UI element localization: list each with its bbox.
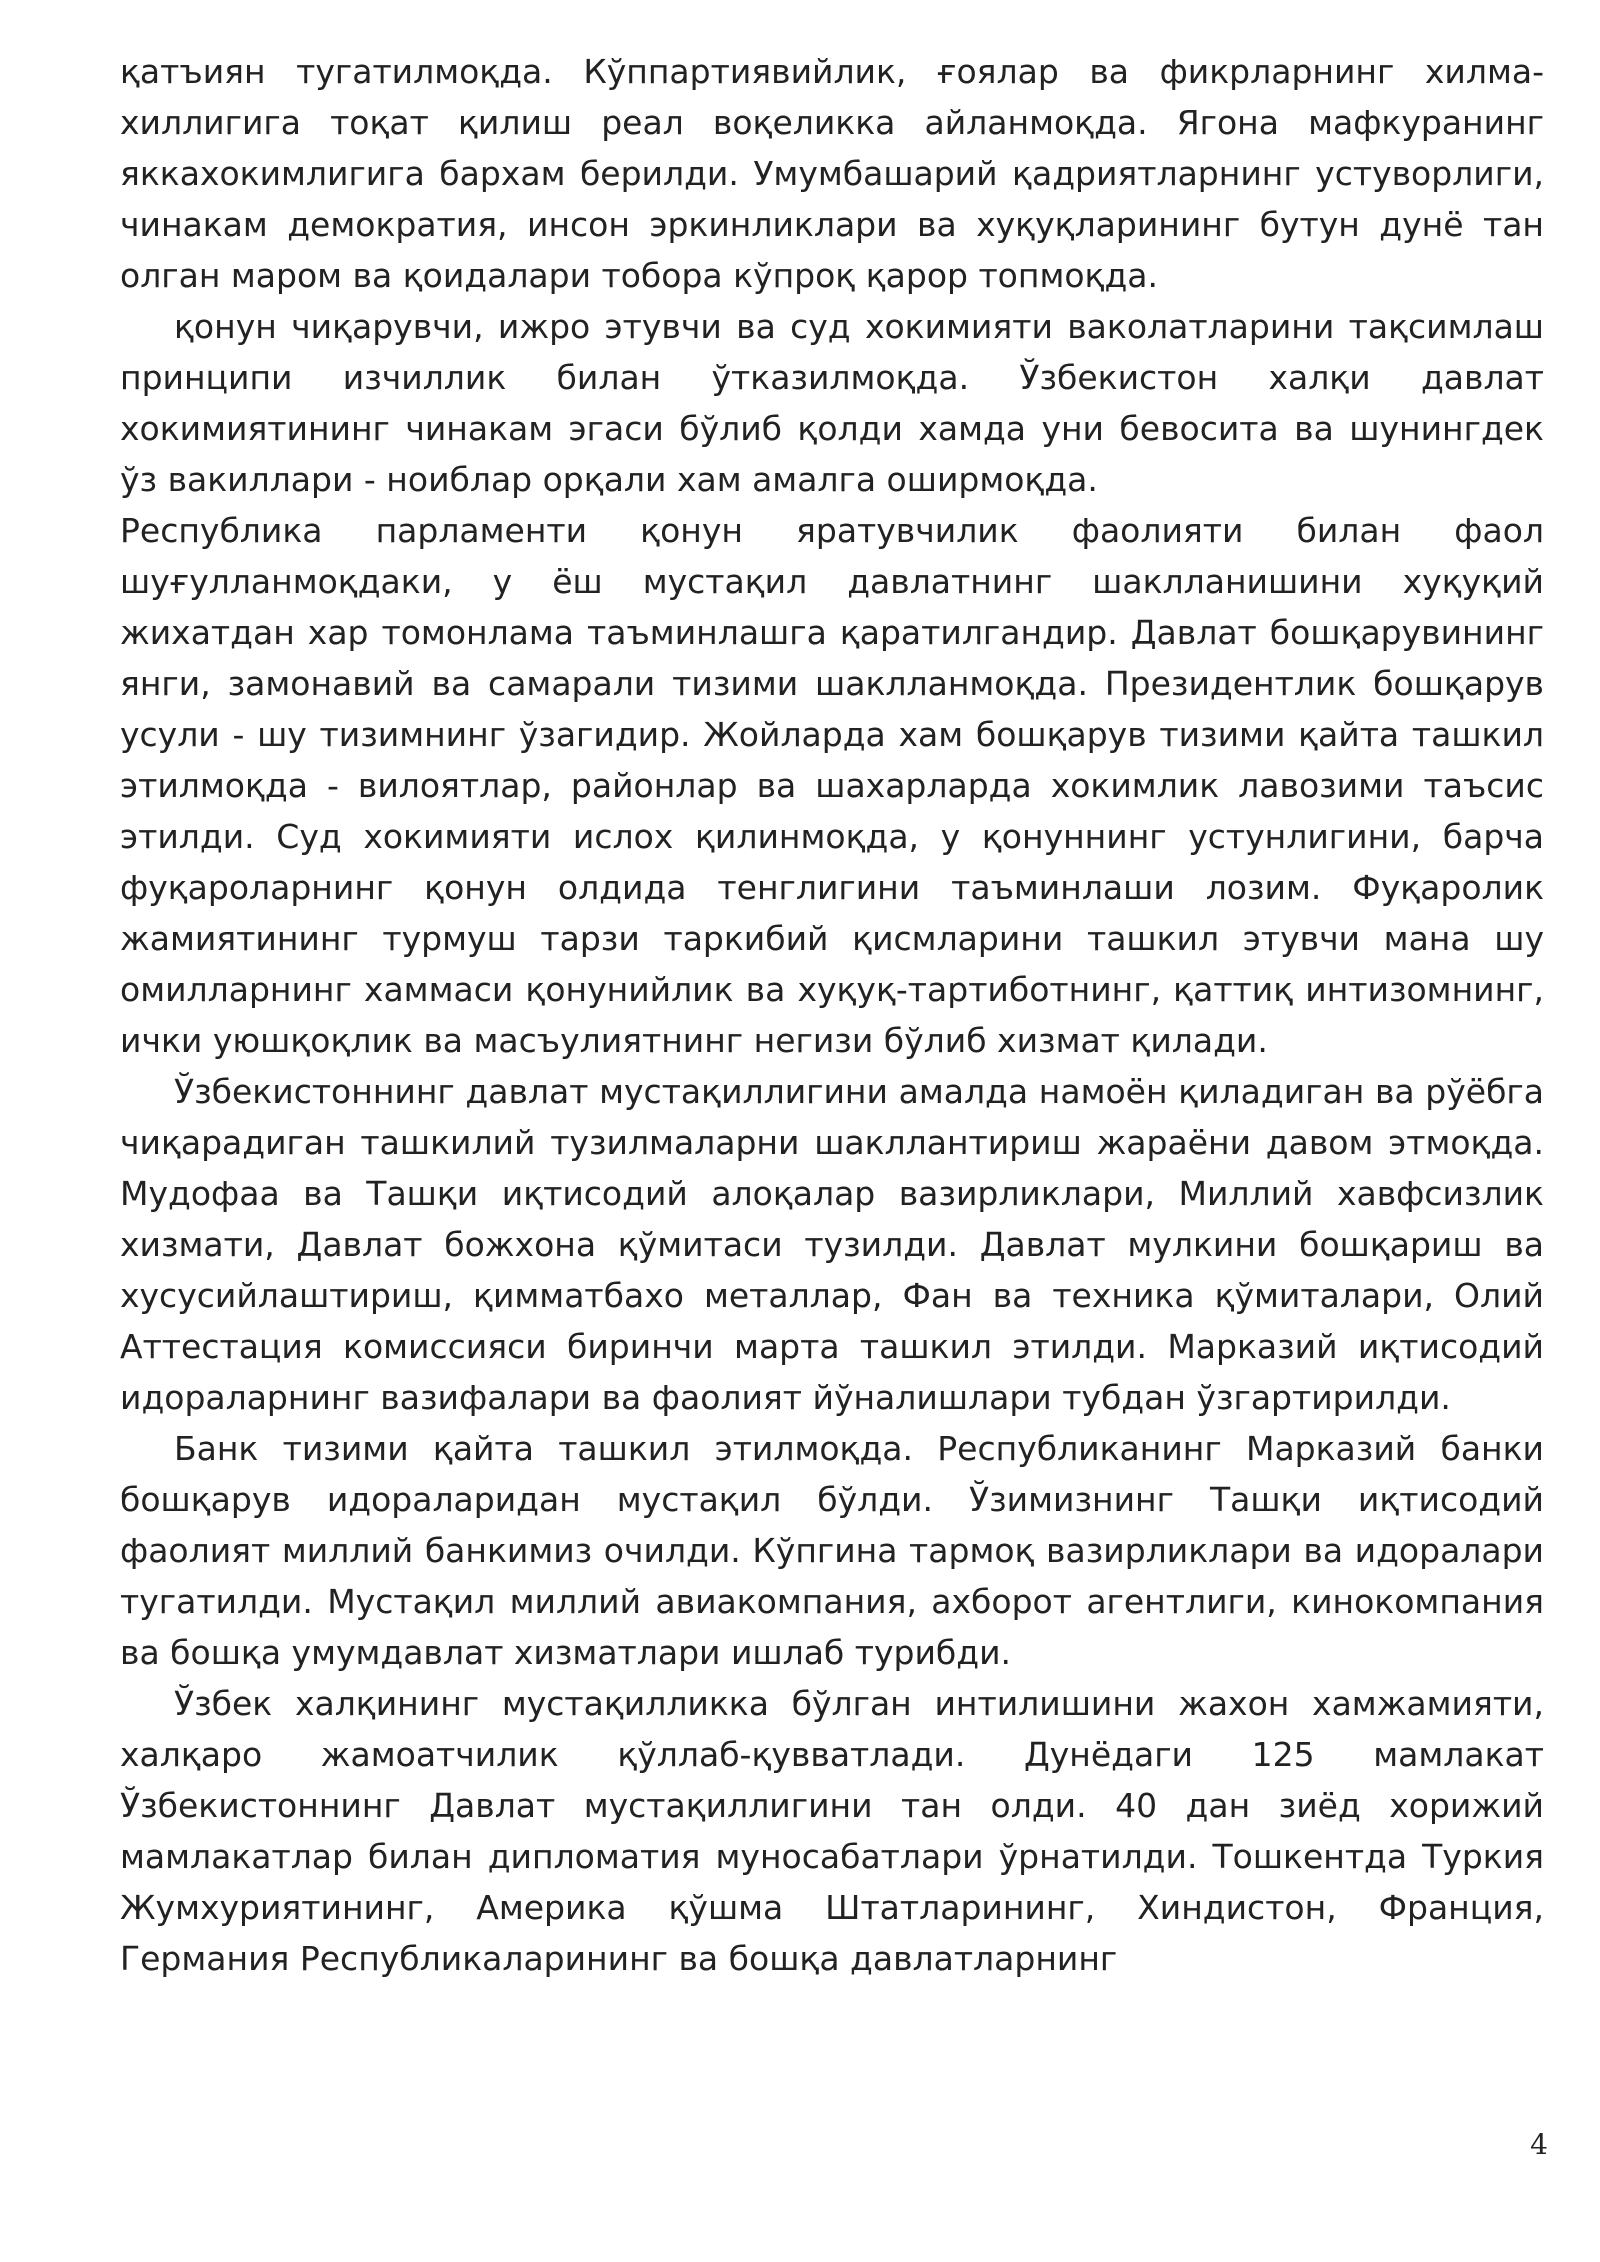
paragraph: Банк тизими қайта ташкил этилмоқда. Республиканинг Марказий банки бошқарув идораларидан мустақил бўлди. Ўзимизнинг Ташқи иқтисодий фаолият миллий банкимиз очилди. Кўпгина тармоқ вазирликлари ва идоралари тугатилди. Мустақил миллий авиакомпания, ахборот агентлиги, кинокомпания ва бошқа умумдавлат хизматлари ишлаб турибди. (120, 1429, 1544, 1672)
paragraph: Ўзбекистоннинг давлат мустақиллигини амалда намоён қиладиган ва рўёбга чиқарадиган ташкилий тузилмаларни шакллантириш жараёни давом этмоқда. Мудофаа ва Ташқи иқтисодий алоқалар вазирликлари, Миллий хавфсизлик хизмати, Давлат божхона қўмитаси тузилди. Давлат мулкини бошқариш ва хусусийлаштириш, қимматбахо металлар, Фан ва техника қўмиталари, Олий Аттестация комиссияси биринчи марта ташкил этилди. Марказий иқтисодий идораларнинг вазифалари ва фаолият йўналишлари тубдан ўзгартирилди. (120, 1072, 1544, 1417)
paragraph: Республика парламенти қонун яратувчилик фаолияти билан фаол шуғулланмоқдаки, у ёш мустақил давлатнинг шаклланишини хуқуқий жихатдан хар томонлама таъминлашга қаратилгандир. Давлат бошқарувининг янги, замонавий ва самарали тизими шаклланмоқда. Президентлик бошқарув усули - шу тизимнинг ўзагидир. Жойларда хам бошқарув тизими қайта ташкил этилмоқда - вилоятлар, районлар ва шахарларда хокимлик лавозими таъсис этилди. Суд хокимияти ислох қилинмоқда, у қонуннинг устунлигини, барча фуқароларнинг қонун олдида тенглигини таъминлаши лозим. Фуқаролик жамиятининг турмуш тарзи таркибий қисмларини ташкил этувчи мана шу омилларнинг хаммаси қонунийлик ва хуқуқ-тартиботнинг, қаттиқ интизомнинг, ички уюшқоқлик ва масъулиятнинг негизи бўлиб хизмат қилади. (120, 511, 1544, 1060)
paragraph: қатъиян тугатилмоқда. Кўппартиявийлик, ғоялар ва фикрларнинг хилма-хиллигига тоқат қилиш реал воқеликка айланмоқда. Ягона мафкуранинг яккахокимлигига бархам берилди. Умумбашарий қадриятларнинг устуворлиги, чинакам демократия, инсон эркинликлари ва хуқуқларининг бутун дунё тан олган маром ва қоидалари тобора кўпроқ қарор топмоқда. (120, 52, 1544, 295)
body-text (120, 46, 1544, 1984)
paragraph: Ўзбек халқининг мустақилликка бўлган интилишини жахон хамжамияти, халқаро жамоатчилик қўллаб-қувватлади. Дунёдаги 125 мамлакат Ўзбекистоннинг Давлат мустақиллигини тан олди. 40 дан зиёд хорижий мамлакатлар билан дипломатия муносабатлари ўрнатилди. Тошкентда Туркия Жумхуриятининг, Америка қўшма Штатларининг, Хиндистон, Франция, Германия Республикаларининг ва бошқа давлатларнинг (120, 1684, 1544, 1978)
page-number: 4 (1530, 2128, 1548, 2161)
paragraph: қонун чиқарувчи, ижро этувчи ва суд хокимияти ваколатларини тақсимлаш принципи изчиллик билан ўтказилмоқда. Ўзбекистон халқи давлат хокимиятининг чинакам эгаси бўлиб қолди хамда уни бевосита ва шунингдек ўз вакиллари - ноиблар орқали хам амалга оширмоқда. (120, 307, 1544, 499)
